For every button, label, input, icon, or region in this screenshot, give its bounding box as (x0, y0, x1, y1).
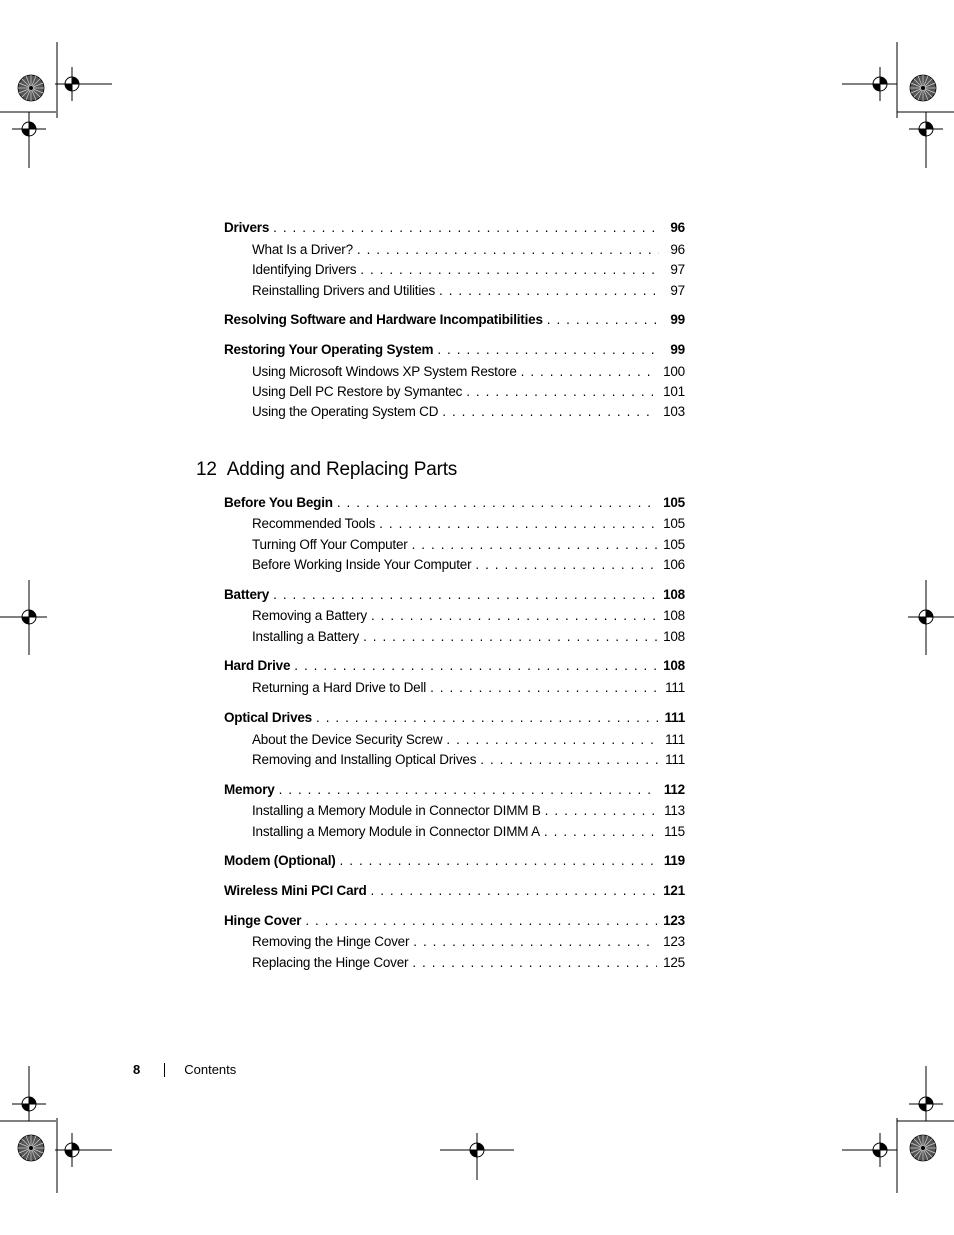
toc-subsection-title: Using Dell PC Restore by Symantec (252, 384, 463, 399)
dot-leader (279, 782, 658, 798)
dot-leader (316, 710, 659, 726)
chapter-heading[interactable] (196, 458, 457, 482)
toc-page-number: 115 (664, 824, 685, 839)
toc-page-number: 125 (663, 955, 685, 970)
toc-subsection-title: Installing a Memory Module in Connector DIMM A (252, 824, 540, 839)
toc-subsection[interactable] (252, 242, 685, 258)
toc-subsection-title: Recommended Tools (252, 516, 376, 531)
toc-section-title: Resolving Software and Hardware Incompatibilities (224, 312, 543, 327)
toc-page-number: 96 (670, 220, 685, 235)
toc-section[interactable] (224, 658, 685, 674)
dot-leader (480, 752, 659, 768)
toc-section-title: Before You Begin (224, 495, 333, 510)
toc-page-number: 99 (670, 342, 685, 357)
toc-subsection-title: What Is a Driver? (252, 242, 353, 257)
toc-section-title: Drivers (224, 220, 270, 235)
toc-page-number: 111 (665, 752, 685, 767)
toc-subsection[interactable] (252, 629, 685, 645)
toc-page-number: 121 (663, 883, 685, 898)
toc-section-title: Wireless Mini PCI Card (224, 883, 367, 898)
toc-page-number: 113 (664, 803, 685, 818)
toc-page-number: 119 (663, 853, 685, 868)
toc-subsection[interactable] (252, 404, 685, 420)
dot-leader (273, 220, 659, 236)
toc-page-number: 112 (663, 782, 685, 797)
toc-section-title: Battery (224, 587, 270, 602)
dot-leader (547, 312, 659, 328)
toc-section[interactable] (224, 495, 685, 511)
toc-page-number: 123 (663, 913, 685, 928)
page-number: 8 (133, 1062, 141, 1077)
dot-leader (442, 404, 657, 420)
dot-leader (371, 883, 658, 899)
toc-subsection[interactable] (252, 364, 685, 380)
toc-section-title: Memory (224, 782, 275, 797)
toc-subsection-title: About the Device Security Screw (252, 732, 443, 747)
dot-leader (337, 495, 657, 511)
dot-leader (545, 803, 658, 819)
dot-leader (413, 934, 657, 950)
toc-section[interactable] (224, 913, 685, 929)
toc-section[interactable] (224, 220, 685, 236)
toc-section[interactable] (224, 782, 685, 798)
toc-subsection-title: Before Working Inside Your Computer (252, 557, 472, 572)
toc-section[interactable] (224, 312, 685, 328)
toc-subsection[interactable] (252, 824, 685, 840)
toc-subsection-title: Turning Off Your Computer (252, 537, 408, 552)
dot-leader (412, 537, 657, 553)
dot-leader (379, 516, 657, 532)
dot-leader (371, 608, 657, 624)
toc-section-title: Modem (Optional) (224, 853, 336, 868)
dot-leader (412, 955, 657, 971)
toc-section[interactable] (224, 883, 685, 899)
toc-subsection[interactable] (252, 752, 685, 768)
toc-subsection[interactable] (252, 803, 685, 819)
toc-subsection-title: Using the Operating System CD (252, 404, 439, 419)
dot-leader (305, 913, 657, 929)
toc-page-number: 99 (670, 312, 685, 327)
toc-page-number: 96 (670, 242, 685, 257)
dot-leader (466, 384, 657, 400)
dot-leader (363, 629, 657, 645)
toc-page-number: 97 (670, 283, 685, 298)
toc-page-number: 108 (663, 608, 685, 623)
toc-subsection-title: Identifying Drivers (252, 262, 357, 277)
toc-page-number: 111 (665, 680, 685, 695)
dot-leader (544, 824, 658, 840)
toc-page-number: 101 (663, 384, 685, 399)
footer-section-name: Contents (184, 1062, 237, 1077)
toc-subsection[interactable] (252, 955, 685, 971)
toc-page-number: 105 (663, 495, 685, 510)
toc-page-number: 123 (663, 934, 685, 949)
toc-page-number: 108 (663, 587, 685, 602)
toc-subsection-title: Removing and Installing Optical Drives (252, 752, 477, 767)
dot-leader (273, 587, 657, 603)
toc-section[interactable] (224, 587, 685, 603)
chapter-number: 12 (196, 459, 217, 480)
dot-leader (437, 342, 659, 358)
toc-section-title: Optical Drives (224, 710, 312, 725)
toc-page-number: 100 (663, 364, 685, 379)
toc-subsection[interactable] (252, 557, 685, 573)
toc-page-number: 111 (664, 710, 685, 725)
toc-subsection[interactable] (252, 516, 685, 532)
toc-subsection[interactable] (252, 283, 685, 299)
toc-subsection[interactable] (252, 537, 685, 553)
dot-leader (439, 283, 659, 299)
dot-leader (430, 680, 659, 696)
toc-subsection[interactable] (252, 384, 685, 400)
toc-subsection-title: Using Microsoft Windows XP System Restore (252, 364, 517, 379)
toc-page-number: 103 (663, 404, 685, 419)
toc-section[interactable] (224, 710, 685, 726)
toc-section[interactable] (224, 853, 685, 869)
dot-leader (360, 262, 659, 278)
toc-subsection[interactable] (252, 934, 685, 950)
toc-page-number: 97 (670, 262, 685, 277)
dot-leader (340, 853, 658, 869)
page-footer (133, 1062, 236, 1078)
toc-subsection-title: Reinstalling Drivers and Utilities (252, 283, 436, 298)
toc-page-number: 108 (663, 629, 685, 644)
footer-divider (164, 1063, 165, 1077)
dot-leader (475, 557, 657, 573)
dot-leader (446, 732, 659, 748)
toc-page-number: 111 (665, 732, 685, 747)
toc-subsection[interactable] (252, 608, 685, 624)
toc-subsection-title: Installing a Battery (252, 629, 360, 644)
toc-page-number: 108 (663, 658, 685, 673)
toc-subsection-title: Installing a Memory Module in Connector DIMM B (252, 803, 541, 818)
toc-subsection-title: Returning a Hard Drive to Dell (252, 680, 427, 695)
dot-leader (294, 658, 657, 674)
dot-leader (357, 242, 659, 258)
toc-section[interactable] (224, 342, 685, 358)
toc-section-title: Restoring Your Operating System (224, 342, 434, 357)
chapter-title: Adding and Replacing Parts (226, 459, 458, 480)
toc-subsection-title: Removing a Battery (252, 608, 367, 623)
toc-section-title: Hard Drive (224, 658, 291, 673)
toc-section-title: Hinge Cover (224, 913, 302, 928)
toc-subsection-title: Removing the Hinge Cover (252, 934, 410, 949)
toc-subsection[interactable] (252, 680, 685, 696)
dot-leader (521, 364, 657, 380)
toc-subsection[interactable] (252, 262, 685, 278)
toc-page-number: 106 (663, 557, 685, 572)
toc-page-number: 105 (663, 516, 685, 531)
toc-page-number: 105 (663, 537, 685, 552)
toc-subsection-title: Replacing the Hinge Cover (252, 955, 409, 970)
toc-subsection[interactable] (252, 732, 685, 748)
